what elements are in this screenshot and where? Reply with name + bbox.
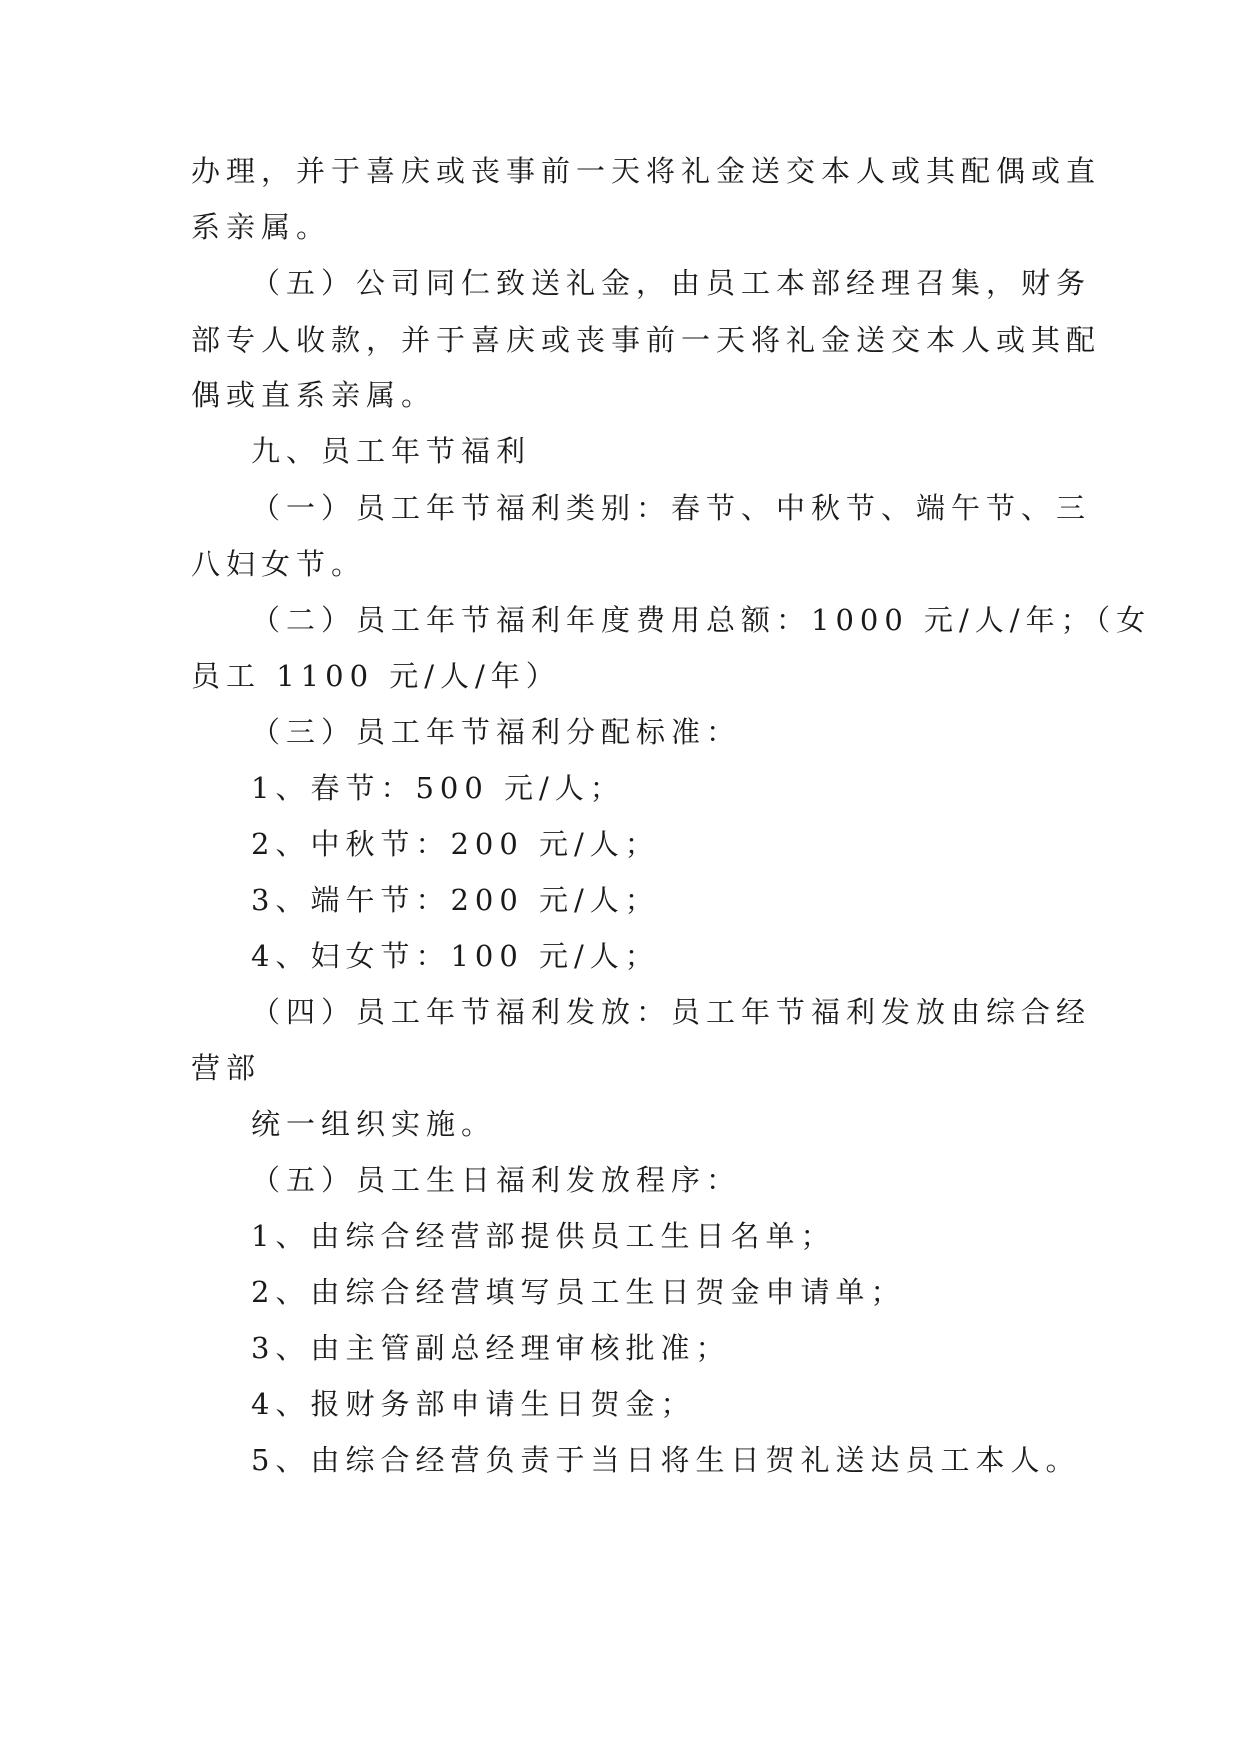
list-item: 3、端午节：200 元/人； [251,883,660,917]
list-item: 4、报财务部申请生日贺金； [251,1387,696,1421]
paragraph-line: （五）员工生日福利发放程序： [251,1163,742,1197]
section-heading: 九、员工年节福利 [251,434,532,468]
paragraph-line: 系亲属。 [191,210,332,244]
list-item: 1、春节：500 元/人； [251,771,625,805]
paragraph-line: （三）员工年节福利分配标准： [251,715,742,749]
paragraph-line: 营部 [191,1051,262,1085]
list-item: 5、由综合经营负责于当日将生日贺礼送达员工本人。 [251,1443,1081,1477]
list-item: 2、由综合经营填写员工生日贺金申请单； [251,1275,906,1309]
list-item: 2、中秋节：200 元/人； [251,827,660,861]
paragraph-line: （二）员工年节福利年度费用总额：1000 元/人/年；（女 [251,603,1152,637]
list-item: 4、妇女节：100 元/人； [251,939,660,973]
paragraph-line: （四）员工年节福利发放：员工年节福利发放由综合经 [251,995,1092,1029]
paragraph-line: （一）员工年节福利类别：春节、中秋节、端午节、三 [251,491,1092,525]
list-item: 1、由综合经营部提供员工生日名单； [251,1219,836,1253]
paragraph-line: 办理，并于喜庆或丧事前一天将礼金送交本人或其配偶或直 [191,154,1102,188]
paragraph-line: 部专人收款，并于喜庆或丧事前一天将礼金送交本人或其配 [191,323,1102,357]
paragraph-line: 偶或直系亲属。 [191,378,437,412]
paragraph-line: 八妇女节。 [191,547,367,581]
paragraph-line: 统一组织实施。 [251,1107,497,1141]
paragraph-line: 员工 1100 元/人/年） [191,659,561,693]
list-item: 3、由主管副总经理审核批准； [251,1331,731,1365]
paragraph-line: （五）公司同仁致送礼金，由员工本部经理召集，财务 [251,266,1092,300]
